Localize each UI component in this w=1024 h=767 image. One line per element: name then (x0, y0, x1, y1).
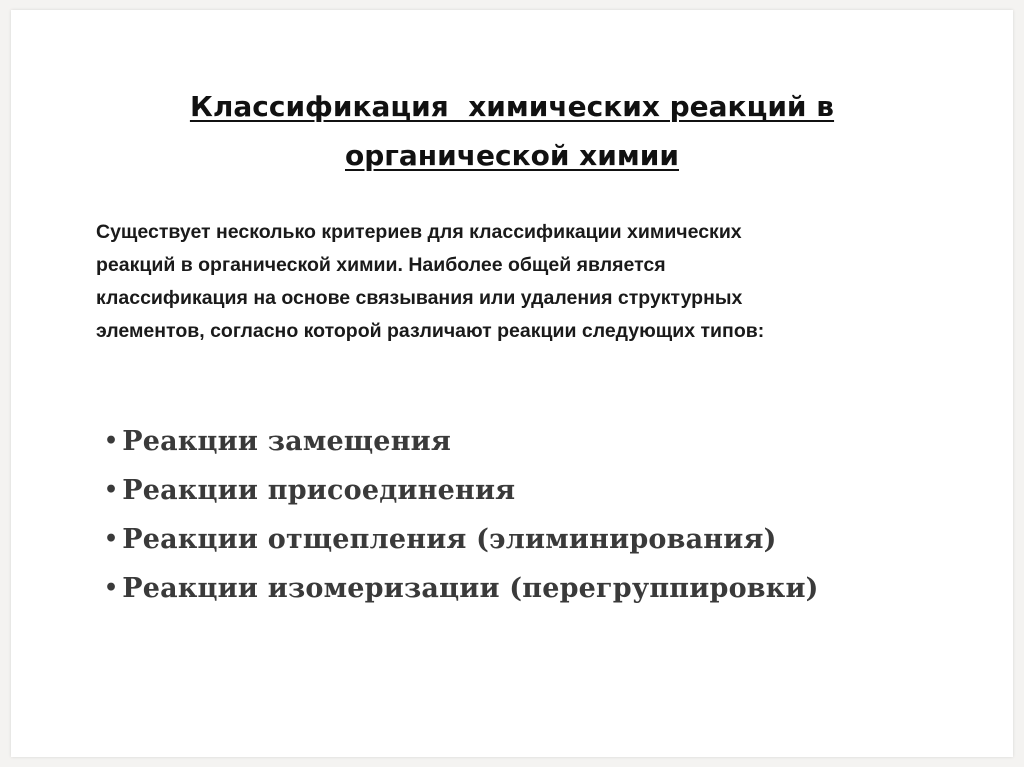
reaction-isomerization: Реакции изомеризации (перегруппировки) (122, 573, 819, 604)
intro-paragraph (96, 216, 876, 348)
list-item (104, 418, 819, 467)
list-item (104, 467, 819, 516)
list-item (104, 565, 819, 614)
title-line-2: органической химии (345, 139, 679, 172)
bullet-icon: • (104, 428, 119, 454)
intro-line-3: классификация на основе связывания или удаления структурных (96, 287, 743, 309)
reaction-substitution: Реакции замещения (122, 426, 452, 457)
reaction-addition: Реакции присоединения (122, 475, 516, 506)
reaction-types-list (104, 418, 819, 614)
bullet-icon: • (104, 477, 119, 503)
list-item (104, 516, 819, 565)
bullet-icon: • (104, 575, 119, 601)
bullet-icon: • (104, 526, 119, 552)
reaction-elimination: Реакции отщепления (элиминирования) (122, 524, 777, 555)
intro-line-4: элементов, согласно которой различают реакции следующих типов: (96, 320, 765, 342)
intro-line-2: реакций в органической химии. Наиболее общей является (96, 254, 666, 276)
title-line-1: Классификация химических реакций в (189, 90, 835, 123)
intro-line-1: Существует несколько критериев для классификации химических (96, 221, 742, 243)
